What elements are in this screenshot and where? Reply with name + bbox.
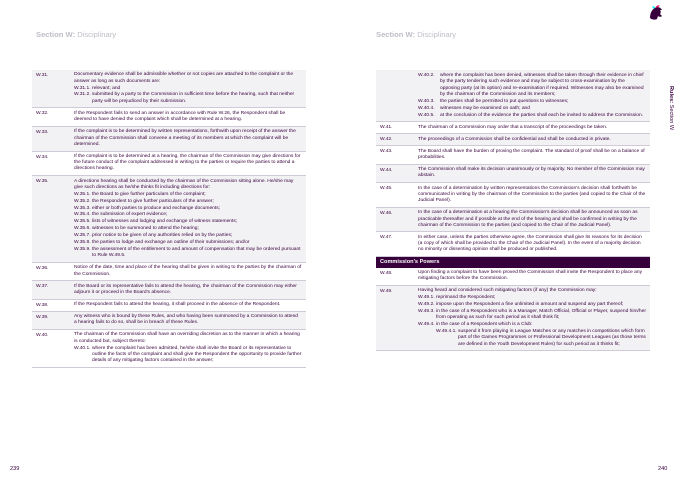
rule-body bbox=[418, 183, 650, 207]
subrule bbox=[74, 199, 302, 205]
rule-number: W.35. bbox=[36, 179, 49, 185]
subrule-number: W.49.1. bbox=[418, 295, 435, 301]
right-page bbox=[340, 0, 680, 483]
rules-list bbox=[32, 70, 306, 368]
rule-text: If the Respondent fails to send an answer in accordance with Rule W.26, the Respondent shall be deemed to have denied the complaint which shall be determined at a hearing. bbox=[74, 110, 286, 123]
rule-number: W.41. bbox=[380, 125, 393, 131]
subrule bbox=[74, 240, 302, 246]
subrule bbox=[74, 233, 302, 239]
rule-body bbox=[418, 134, 650, 145]
rule-text: The proceedings of a Commission shall be confidential and shall be conducted in private. bbox=[418, 136, 611, 142]
rule-body bbox=[74, 127, 306, 151]
rule-text: The chairman of the Commission shall have an overriding discretion as to the manner in which a hearing is conducted but, subject thereto: bbox=[74, 332, 300, 344]
rule-text: If the complaint is to be determined at a hearing, the chairman of the Commission may give directions for the future conduct of the complaint addressed in writing to the parties or require the parties to attend a directions hearing. bbox=[74, 153, 301, 172]
subrule bbox=[74, 247, 302, 260]
subrule-number: W.49.3. bbox=[418, 308, 435, 314]
subrule-text: where the complaint has been admitted, he/she shall invite the Board or its representative to outline the facts of the complaint and shall give the Respondent the opportunity to provide further details of any mitigating factors contained in the answer; bbox=[92, 345, 302, 364]
rule-body bbox=[418, 232, 650, 256]
rule-row bbox=[376, 146, 650, 164]
rule-body bbox=[418, 286, 650, 350]
rule-row bbox=[376, 122, 650, 134]
rule-row bbox=[32, 300, 306, 312]
subrule bbox=[418, 99, 646, 105]
subrule bbox=[418, 302, 646, 308]
rule-text: In either case, unless the parties otherwise agree, the Commission shall give its reasons for its decision (a copy of which shall be provided to the Chair of the Judicial Panel). In the event of a majority decision no minority or dissenting opinion shall be produced or published. bbox=[418, 234, 642, 253]
subrule-text: either or both parties to produce and exchange documents; bbox=[92, 205, 221, 211]
rule-number: W.38. bbox=[36, 302, 49, 308]
subsubrule bbox=[418, 329, 646, 348]
subrule-text: the Respondent to give further particulars of the answer; bbox=[92, 198, 214, 204]
rule-number: W.46. bbox=[380, 210, 393, 216]
subrule-number: W.31.1. bbox=[74, 85, 91, 91]
rule-number: W.34. bbox=[36, 154, 49, 160]
rule-row bbox=[32, 127, 306, 152]
subrule-number: W.35.3. bbox=[74, 205, 91, 211]
rule-number: W.36. bbox=[36, 265, 49, 271]
subrule-number: W.40.3. bbox=[418, 98, 435, 104]
subrule-text: in the case of a Respondent who is a Manager, Match Official, Official or Player, suspend him/her from operating as such for such period as it shall think fit; bbox=[436, 308, 646, 321]
subrule-text: the parties shall be permitted to put questions to witnesses; bbox=[440, 98, 569, 104]
subrule-text: the Board to give further particulars of the complaint; bbox=[92, 191, 206, 197]
rule-body bbox=[74, 330, 306, 367]
rule-text: In the case of a determination by written representations the Commission's decision shall forthwith be communicated in writing by the chairman of the Commission to the parties (and copied to the Chair of the Judicial Panel). bbox=[418, 185, 646, 204]
rule-number: W.49. bbox=[380, 288, 393, 294]
rule-row bbox=[376, 232, 650, 257]
rule-text: Having heard and considered such mitigating factors (if any) the Commission may: bbox=[418, 288, 597, 294]
subrule-text: witnesses to be summoned to attend the hearing; bbox=[92, 226, 199, 232]
subrule-text: impose upon the Respondent a fine unlimited in amount and suspend any part thereof; bbox=[436, 302, 624, 308]
subrule bbox=[74, 86, 302, 92]
subrule-text: at the conclusion of the evidence the parties shall each be invited to address the Commission. bbox=[440, 112, 644, 118]
rule-body bbox=[74, 300, 306, 311]
rule-row bbox=[376, 208, 650, 233]
rule-row bbox=[376, 165, 650, 183]
rule-text: Upon finding a complaint to have been proved the Commission shall invite the Respondent to place any mitigating factors before the Commission. bbox=[418, 269, 643, 282]
rule-body bbox=[74, 152, 306, 176]
rule-text: A directions hearing shall be conducted by the chairman of the Commission sitting alone. He/she may give such directions as he/she thinks fit including directions for: bbox=[74, 178, 294, 190]
rule-row bbox=[32, 312, 306, 330]
page-number: 239 bbox=[10, 466, 20, 472]
rule-number: W.37. bbox=[36, 284, 49, 290]
rule-body bbox=[74, 108, 306, 125]
rule-number: W.40. bbox=[36, 333, 49, 339]
section-heading: Commission's Powers bbox=[376, 257, 650, 267]
subrule bbox=[74, 92, 302, 105]
subrule-text: relevant; and bbox=[92, 85, 121, 91]
rule-body bbox=[418, 70, 650, 121]
subrule-text: reprimand the Respondent; bbox=[436, 295, 496, 301]
subrule-number: W.35.9. bbox=[74, 246, 91, 252]
subrule-number: W.40.4. bbox=[418, 105, 435, 111]
rule-number: W.42. bbox=[380, 137, 393, 143]
rule-text: The chairman of a Commission may order that a transcript of the proceedings be taken. bbox=[418, 124, 608, 130]
rule-row bbox=[32, 152, 306, 177]
subrule-number: W.35.8. bbox=[74, 239, 91, 245]
subrule-text: witnesses may be examined on oath; and bbox=[440, 105, 530, 111]
rule-row-continued bbox=[376, 70, 650, 122]
subrule bbox=[74, 219, 302, 225]
side-tab: Rules: Section W bbox=[668, 86, 674, 131]
subrule-text: submitted by a party to the Commission in sufficient time before the hearing, such that neither party will be prejudiced by their submission. bbox=[92, 92, 295, 104]
rule-number: W.31. bbox=[36, 73, 49, 78]
rule-body bbox=[74, 281, 306, 298]
rule-row bbox=[32, 70, 306, 108]
subrule bbox=[418, 322, 646, 328]
subrule bbox=[74, 226, 302, 232]
rule-number: W.47. bbox=[380, 235, 393, 241]
rule-number: W.48. bbox=[380, 270, 393, 276]
rule-number: W.32. bbox=[36, 111, 49, 117]
subrule-number: W.40.5. bbox=[418, 112, 435, 118]
rule-row bbox=[32, 330, 306, 368]
rule-text: The Board shall have the burden of proving the complaint. The standard of proof shall be on a balance of probabilities. bbox=[418, 148, 645, 161]
rule-body bbox=[74, 312, 306, 329]
rule-row bbox=[376, 268, 650, 286]
page-number: 240 bbox=[658, 466, 668, 472]
subrule-text: where the complaint has been denied, witnesses shall be taken through their evidence in chief by the party tendering such evidence and may be subject to cross-examination by the opposing party (at its option) and re-examination if required. Witnesses may also be examined by the chairman of the Commission and its members; bbox=[440, 72, 644, 97]
subrule bbox=[418, 106, 646, 112]
subrule bbox=[74, 212, 302, 218]
subrule-text: the assessment of the entitlement to and amount of compensation that may be ordered pursuant to Rule W.49.5. bbox=[92, 246, 301, 259]
subrule-number: W.35.4. bbox=[74, 212, 91, 218]
rule-row bbox=[376, 183, 650, 208]
subrule bbox=[418, 113, 646, 119]
rule-row bbox=[32, 281, 306, 299]
subrule-text: prior notice to be given of any authorities relied on by the parties; bbox=[92, 233, 233, 239]
rule-text: If the Respondent fails to attend the hearing, it shall proceed in the absence of the Respondent. bbox=[74, 302, 281, 307]
subrule bbox=[74, 192, 302, 198]
rule-text: Any witness who is bound by these Rules, and who having been summoned by a Commission to attend a hearing fails to do so, shall be in breach of these Rules. bbox=[74, 314, 299, 326]
subrule-text: the parties to lodge and exchange an outline of their submissions; and/or bbox=[92, 239, 250, 245]
section-title: Section W: Disciplinary bbox=[36, 30, 117, 39]
subrule bbox=[74, 346, 302, 365]
rule-number: W.43. bbox=[380, 149, 393, 155]
rule-number bbox=[376, 70, 418, 121]
rule-body bbox=[418, 146, 650, 163]
subrule-number: W.35.6. bbox=[74, 226, 91, 232]
subrule-text: in the case of a Respondent which is a Club: bbox=[436, 322, 533, 328]
subrule bbox=[418, 295, 646, 301]
rule-text: If the complaint is to be determined by written representations, forthwith upon receipt of the answer the chairman of the Commission shall convene a meeting of its members at which the complaint will be determined. bbox=[74, 129, 296, 147]
rule-number: W.44. bbox=[380, 167, 393, 173]
rule-body bbox=[74, 176, 306, 262]
subrule bbox=[418, 73, 646, 98]
rule-body bbox=[418, 165, 650, 182]
rule-body bbox=[74, 70, 306, 107]
rule-text: In the case of a determination at a hearing the Commission's decision shall be announced as soon as practicable thereafter and if possible at the end of the hearing and shall be confirmed in writing by the chairman of the Commission to the parties (and copied to the Chair of the Judicial Panel). bbox=[418, 210, 638, 228]
rule-row bbox=[376, 134, 650, 146]
premier-league-lion-icon bbox=[646, 4, 666, 24]
subrule-number: W.35.2. bbox=[74, 198, 91, 204]
subrule-text: lists of witnesses and lodging and exchange of witness statements; bbox=[92, 219, 238, 225]
rule-row bbox=[376, 286, 650, 351]
subrule-number: W.35.7. bbox=[74, 233, 91, 239]
rule-text: Notice of the date, time and place of the hearing shall be given in writing to the parties by the chairman of the Commission. bbox=[74, 265, 302, 277]
rule-body bbox=[418, 122, 650, 133]
subrule-number: W.35.5. bbox=[74, 219, 91, 225]
subrule-number: W.40.1. bbox=[74, 345, 91, 351]
rule-number: W.33. bbox=[36, 129, 49, 135]
rule-number: W.45. bbox=[380, 186, 393, 192]
rule-text: The Commission shall make its decision unanimously or by majority. No member of the Commission may abstain. bbox=[418, 167, 645, 179]
section-title: Section W: Disciplinary bbox=[376, 30, 457, 39]
subrule-text: the submission of expert evidence; bbox=[92, 212, 168, 218]
rule-number: W.39. bbox=[36, 314, 49, 320]
subrule bbox=[74, 206, 302, 212]
rules-list bbox=[376, 70, 650, 351]
subrule-number: W.49.2. bbox=[418, 302, 435, 308]
subrule-number: W.35.1. bbox=[74, 191, 91, 197]
rule-body bbox=[418, 208, 650, 232]
subrule bbox=[418, 309, 646, 322]
subsubrule-number: W.49.4.1. bbox=[436, 329, 457, 335]
rule-body bbox=[418, 268, 650, 285]
rule-row bbox=[32, 176, 306, 263]
rule-body bbox=[74, 263, 306, 280]
subsubrule-text: suspend it from playing in League Matches or any matches in competitions which form part of the Games Programmes or Professional Development Leagues (as those terms are defined in the Youth Development Rules) for such period as it thinks fit; bbox=[458, 329, 646, 347]
rule-row bbox=[32, 108, 306, 126]
subrule-number: W.31.2. bbox=[74, 92, 91, 98]
rule-text: If the Board or its representative fails to attend the hearing, the chairman of the Commission may either adjourn it or proceed in the Board's absence. bbox=[74, 283, 297, 295]
rule-text: Documentary evidence shall be admissible whether or not copies are attached to the complaint or the answer as long as such documents are: bbox=[74, 72, 294, 84]
subrule-number: W.40.2. bbox=[418, 72, 435, 78]
rule-row bbox=[32, 263, 306, 281]
subrule-number: W.49.4. bbox=[418, 322, 435, 328]
